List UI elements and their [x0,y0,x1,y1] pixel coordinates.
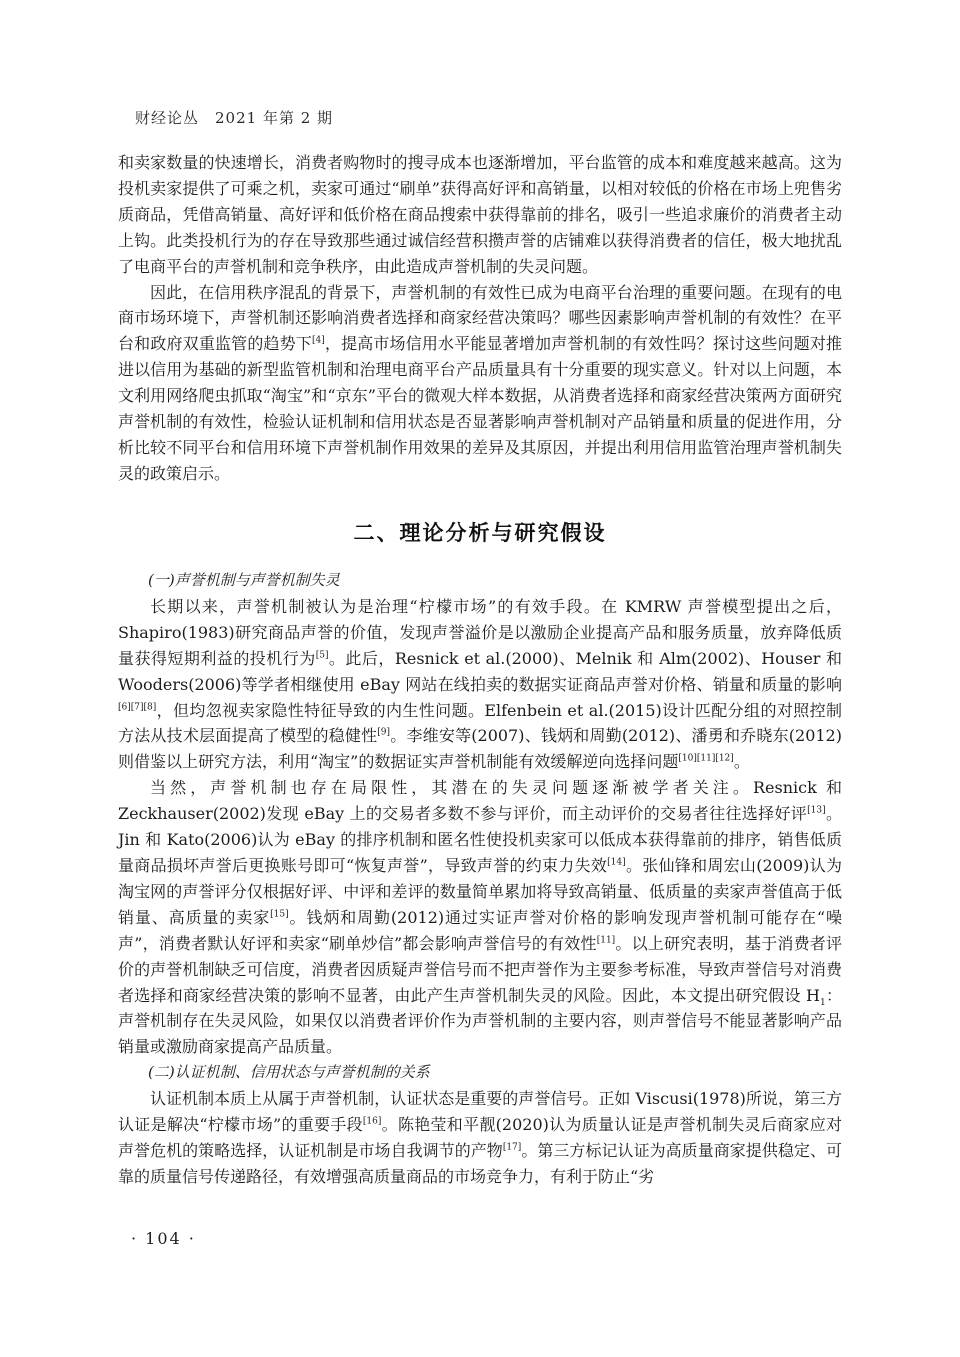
citation[interactable]: [5] [315,650,329,661]
paragraph [118,280,842,487]
text-run: 。陈艳莹和平靓(2020)认为质量认证是声誉机制失灵后商家应对声誉危机的策略选择，认证机制是市场自我调节的产物 [118,1115,842,1160]
text-run: 。 [733,752,750,772]
citation[interactable]: [10][11][12] [678,754,734,765]
text-run: 。张仙锋和周宏山(2009)认为淘宝网的声誉评分仅根据好评、中评和差评的数量简单累加将导致高销量、低质量的卖家声誉值高于低销量、高质量的卖家 [118,855,842,927]
citation[interactable]: [13] [807,805,826,816]
paragraph: 和卖家数量的快速增长，消费者购物时的搜寻成本也逐渐增加，平台监管的成本和难度越来越高。这为投机卖家提供了可乘之机，卖家可通过“刷单”获得高好评和高销量，以相对较低的价格在市场上兜售劣质商品，凭借高销量、高好评和低价格在商品搜索中获得靠前的排名，吸引一些追求廉价的消费者主动上钩。此类投机行为的存在导致那些通过诚信经营积攒声誉的店铺难以获得消费者的信任，极大地扰乱了电商平台的声誉机制和竞争秩序，由此造成声誉机制的失灵问题。 [118,153,842,276]
text-run: 。第三方标记认证为高质量商家提供稳定、可靠的质量信号传递路径，有效增强高质量商品的市场竞争力，有利于防止“劣 [118,1140,842,1186]
text-run: 。Jin 和 Kato(2006)认为 eBay 的排序机制和匿名性使投机卖家可以低成本获得靠前的排序，销售低质量商品损坏声誉后更换账号即可“恢复声誉”，导致声誉的约束力失效 [118,804,842,875]
text-run: 。以上研究表明，基于消费者评价的声誉机制缺乏可信度，消费者因质疑声誉信号而不把声誉作为主要参考标准，导致声誉信号对消费者选择和商家经营决策的影响不显著，由此产生声誉机制失灵的风险。因此，本文提出研究假设 H [118,933,842,1005]
citation[interactable]: [15] [270,909,289,920]
text-run: 长期以来，声誉机制被认为是治理“柠檬市场”的有效手段。在 KMRW 声誉模型提出之后，Shapiro(1983)研究商品声誉的价值，发现声誉溢价是以激励企业提高产品和服务质量，放弃降低质量获得短期利益的投机行为 [118,596,842,668]
section-heading: 二、理论分析与研究假设 [353,520,607,545]
subsection-heading: (一)声誉机制与声誉机制失灵 [148,571,340,589]
citation[interactable]: [17] [502,1142,522,1153]
citation[interactable]: [16] [362,1116,382,1127]
text-run: 认证机制本质上从属于声誉机制，认证状态是重要的声誉信号。正如 Viscusi(1978)所说，第三方认证是解决“柠檬市场”的重要手段 [118,1089,842,1135]
text-run: 因此，在信用秩序混乱的背景下，声誉机制的有效性已成为电商平台治理的重要问题。在现有的电商市场环境下，声誉机制还影响消费者选择和商家经营决策吗？哪些因素影响声誉机制的有效性？在平台和政府双重监管的趋势下 [118,282,842,354]
citation[interactable]: [11] [596,935,616,946]
text-run: ，但均忽视卖家隐性特征导致的内生性问题。Elfenbein et al.(2015)设计匹配分组的对照控制方法从技术层面提高了模型的稳健性 [118,700,842,746]
journal-issue: 2021 年第 2 期 [215,109,334,127]
intro-continuation [118,150,842,487]
citation[interactable]: [9] [377,728,391,739]
paragraph [118,775,842,1060]
text-run: ，提高市场信用水平能显著增加声誉机制的有效性吗？探讨这些问题对推进以信用为基础的新型监管机制和治理电商平台产品质量具有十分重要的现实意义。针对以上问题，本文利用网络爬虫抓取“淘宝”和“京东”平台的微观大样本数据，从消费者选择和商家经营决策两方面研究声誉机制的有效性，检验认证机制和信用状态是否显著影响声誉机制对产品销量和质量的促进作用，分析比较不同平台和信用环境下声誉机制作用效果的差异及其原因，并提出利用信用监管治理声誉机制失灵的政策启示。 [118,334,842,483]
text-run: 。李维安等(2007)、钱炳和周勤(2012)、潘勇和乔晓东(2012)则借鉴以上研究方法，利用“淘宝”的数据证实声誉机制能有效缓解逆向选择问题 [118,726,842,772]
text-run: ：声誉机制存在失灵风险，如果仅以消费者评价作为声誉机制的主要内容，则声誉信号不能显著影响产品销量或激励商家提高产品质量。 [118,985,842,1057]
citation[interactable]: [4] [311,336,325,347]
running-header [135,107,333,128]
text-run: 。钱炳和周勤(2012)通过实证声誉对价格的影响发现声誉机制可能存在“噪声”，消费者默认好评和卖家“刷单炒信”都会影响声誉信号的有效性 [118,907,842,953]
text-run: 当然，声誉机制也存在局限性，其潜在的失灵问题逐渐被学者关注。Resnick 和 Zeckhauser(2002)发现 eBay 上的交易者多数不参与评价，而主动评价的交易者往往选择好评 [118,778,842,824]
paragraph [118,1086,842,1190]
paragraph [118,594,842,775]
journal-name: 财经论丛 [135,109,200,127]
citation[interactable]: [6][7][8] [118,702,157,713]
subsection-heading: (二)认证机制、信用状态与声誉机制的关系 [148,1063,430,1082]
citation[interactable]: [14] [607,857,626,868]
hypothesis-subscript: 1 [820,997,826,1008]
section-body [118,568,842,1190]
text-run: 。此后，Resnick et al.(2000)、Melnik 和 Alm(2002)、Houser 和 Wooders(2006)等学者相继使用 eBay 网站在线拍卖的数据实证商品声誉对价格、销量和质量的影响 [118,648,842,694]
page-number: · 104 · [131,1229,196,1248]
